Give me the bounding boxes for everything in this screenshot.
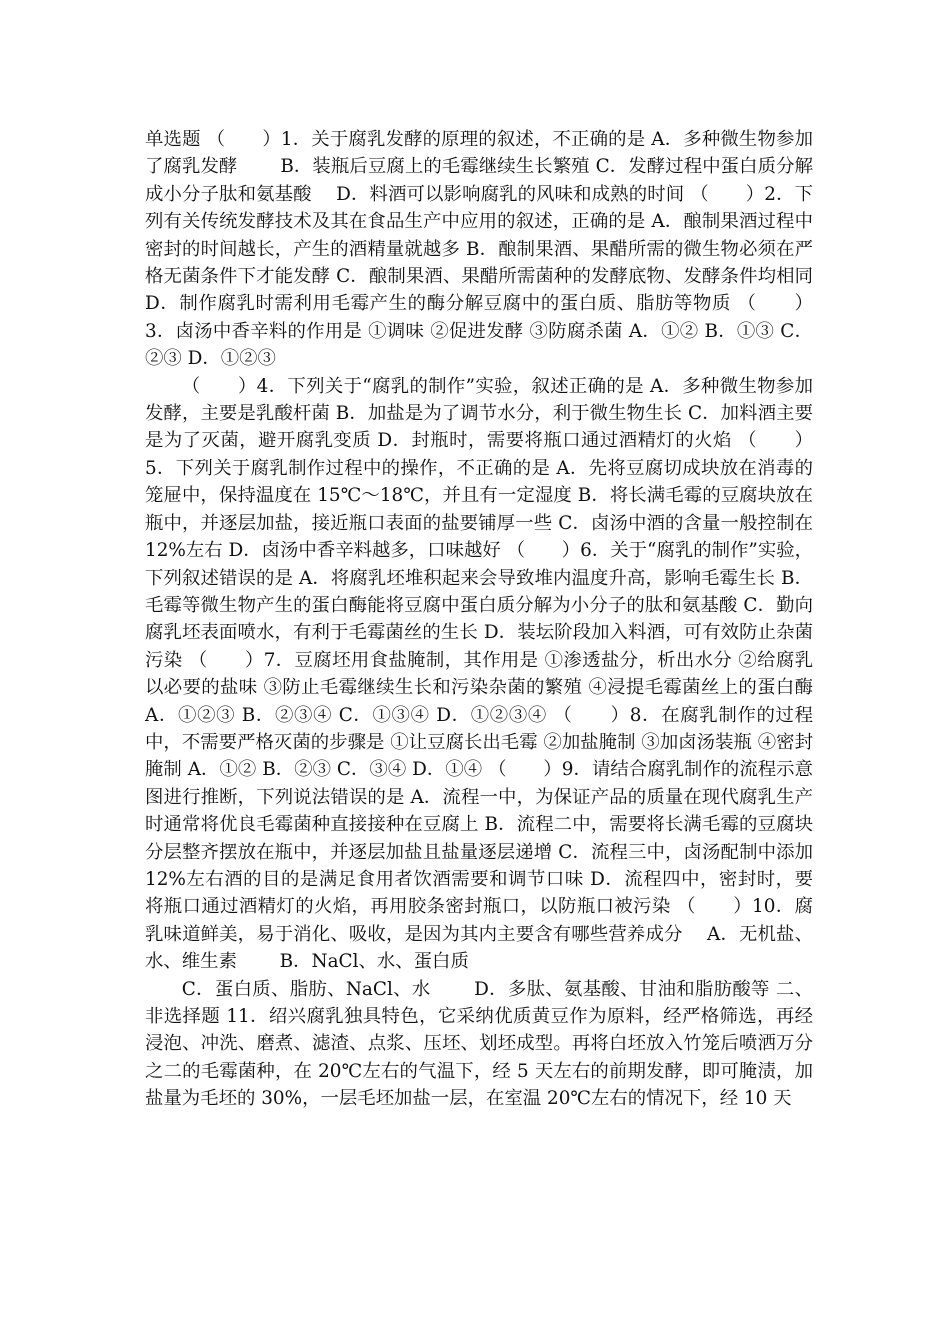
paragraph-questions-1-3: 单选题 （ ）1．关于腐乳发酵的原理的叙述，不正确的是 A．多种微生物参加了腐乳发酵 B．装瓶后豆腐上的毛霉继续生长繁殖 C．发酵过程中蛋白质分解成小分子肽和氨基酸 D．料酒可以影响腐乳的风味和成熟的时间 （ ）2．下列有关传统发酵技术及其在食品生产中应用的叙述，正确的是 A．酿制果酒过程中密封的时间越长，产生的酒精量就越多 B．酿制果酒、果醋所需的微生物必须在严格无菌条件下才能发酵 C．酿制果酒、果醋所需菌种的发酵底物、发酵条件均相同 D．制作腐乳时需利用毛霉产生的酶分解豆腐中的蛋白质、脂肪等物质 （ ）3．卤汤中香辛料的作用是 ①调味 ②促进发酵 ③防腐杀菌 A．①② B．①③ C．②③ D．①②③ [145,129,813,370]
paragraph-question-11: C．蛋白质、脂肪、NaCl、水 D．多肽、氨基酸、甘油和脂肪酸等 二、非选择题 11．绍兴腐乳独具特色，它采纳优质黄豆作为原料，经严格筛选，再经浸泡、冲洗、磨煮、滤渣、点浆、压坯、划坯成型。再将白坯放入竹笼后喷洒万分之二的毛霉菌种，在 20℃左右的气温下，经 5 天左右的前期发酵，即可腌渍，加盐量为毛坯的 30%，一层毛坯加盐一层，在室温 20℃左右的情况下，经 10 天 [145,978,813,1110]
document-body [145,126,813,1113]
paragraph-questions-4-10: （ ）4．下列关于“腐乳的制作”实验，叙述正确的是 A．多种微生物参加发酵，主要是乳酸杆菌 B．加盐是为了调节水分，利于微生物生长 C．加料酒主要是为了灭菌，避开腐乳变质 D．封瓶时，需要将瓶口通过酒精灯的火焰 （ ）5．下列关于腐乳制作过程中的操作，不正确的是 A．先将豆腐切成块放在消毒的笼屉中，保持温度在 15℃～18℃，并且有一定湿度 B．将长满毛霉的豆腐块放在瓶中，并逐层加盐，接近瓶口表面的盐要铺厚一些 C．卤汤中酒的含量一般控制在 12%左右 D．卤汤中香辛料越多，口味越好 （ ）6．关于“腐乳的制作”实验，下列叙述错误的是 A．将腐乳坯堆积起来会导致堆内温度升高，影响毛霉生长 B．毛霉等微生物产生的蛋白酶能将豆腐中蛋白质分解为小分子的肽和氨基酸 C．勤向腐乳坯表面喷水，有利于毛霉菌丝的生长 D．装坛阶段加入料酒，可有效防止杂菌污染 （ ）7．豆腐坯用食盐腌制，其作用是 ①渗透盐分，析出水分 ②给腐乳以必要的盐味 ③防止毛霉继续生长和污染杂菌的繁殖 ④浸提毛霉菌丝上的蛋白酶 A．①②③ B．②③④ C．①③④ D．①②③④ （ ）8．在腐乳制作的过程中，不需要严格灭菌的步骤是 ①让豆腐长出毛霉 ②加盐腌制 ③加卤汤装瓶 ④密封腌制 A．①② B．②③ C．③④ D．①④ （ ）9．请结合腐乳制作的流程示意图进行推断，下列说法错误的是 A．流程一中，为保证产品的质量在现代腐乳生产时通常将优良毛霉菌种直接接种在豆腐上 B．流程二中，需要将长满毛霉的豆腐块分层整齐摆放在瓶中，并逐层加盐且盐量逐层递增 C．流程三中，卤汤配制中添加 12%左右酒的目的是满足食用者饮酒需要和调节口味 D．流程四中，密封时，要将瓶口通过酒精灯的火焰，再用胶条密封瓶口，以防瓶口被污染 （ ）10．腐乳味道鲜美，易于消化、吸收，是因为其内主要含有哪些营养成分 A．无机盐、水、维生素 B．NaCl、水、蛋白质 [145,375,813,973]
